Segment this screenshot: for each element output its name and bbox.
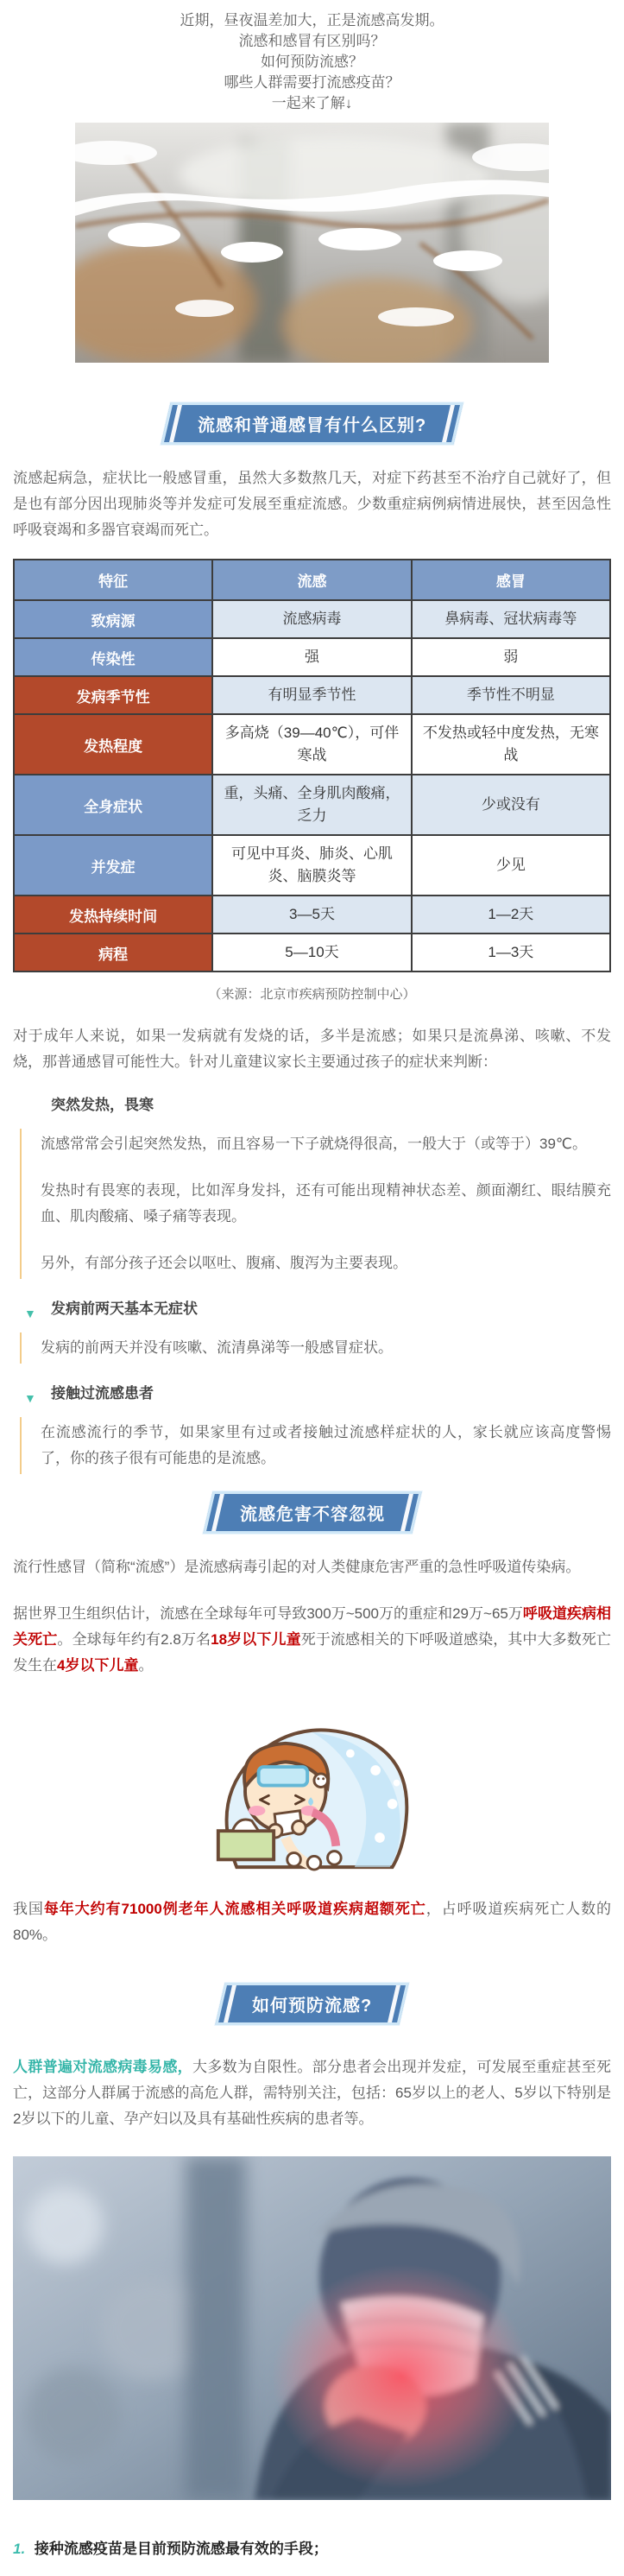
table-cell-label: 传染性 [14,638,212,676]
text-segment: 大多数为自限性。部分患者会出现并发症，可发展至重症甚至死亡，这部分人群属于流感的高危人群，需特别关注，包括：65岁以上的老人、5岁以下特别是2岁以下的儿童、孕产妇以及具有基础性疾病的患者等。 [13,2059,611,2127]
intro-line: 哪些人群需要打流感疫苗？ [224,74,400,91]
symptom-subheading-no-symptom [13,1298,611,1320]
table-header-row [14,560,610,600]
table-cell-label: 并发症 [14,835,212,896]
table-cell-label: 发热程度 [14,714,212,775]
intro-line: 如何预防流感？ [261,54,363,70]
table-row-systemic-symptoms [14,775,610,835]
triangle-marker-icon: ▼ [24,1391,36,1405]
table-row-fever-duration [14,896,610,934]
table-cell-flu: 流感病毒 [212,600,411,638]
table-cell-cold: 鼻病毒、冠状病毒等 [412,600,610,638]
quote-block-no-symptom [20,1332,611,1364]
table-cell-flu: 多高烧（39—40℃），可伴寒战 [212,714,411,775]
section-badge-difference [161,402,463,445]
subheading-label: 接触过流感患者 [51,1385,154,1402]
text-segment: 死于流感相关的下呼吸道感染，其中大多数死亡发生在 [13,1631,611,1674]
table-cell-flu: 3—5天 [212,896,411,934]
table-header-cold: 感冒 [412,560,610,600]
text-segment: 。全球每年约有2.8万名 [57,1631,211,1648]
text-segment: ，占呼吸道疾病死亡人数的80%。 [13,1901,612,1943]
table-cell-cold: 1—3天 [412,934,610,972]
text-segment: 每年大约有71000例老年人流感相关呼吸道疾病超额死亡 [43,1901,426,1917]
quote-paragraph: 发病的前两天并没有咳嗽、流清鼻涕等一般感冒症状。 [41,1339,393,1356]
text-segment: 1. [13,2541,26,2557]
text-segment: 我国 [13,1901,44,1917]
table-cell-label: 致病源 [14,600,212,638]
text-segment: 呼吸道疾病相关死亡 [13,1605,612,1648]
table-row-complications [14,835,610,896]
text-segment: 据世界卫生组织估计，流感在全球每年可导致300万~500万的重症和29万~65万 [13,1605,523,1622]
section-badge-prevention [215,1983,409,2025]
table-cell-cold: 1—2天 [412,896,610,934]
symptom-subheading-fever [13,1094,611,1117]
table-cell-cold: 不发热或轻中度发热，无寒战 [412,714,610,775]
paragraph-susceptible-groups [13,2054,611,2132]
quote-paragraph: 在流感流行的季节，如果家里有过或者接触过流感样症状的人，家长就应该高度警惕了，你的孩子很有可能患的是流感。 [41,1424,611,1466]
intro-block [0,0,624,114]
text-segment: 接种流感疫苗是目前预防流感最有效的手段； [30,2541,328,2557]
quote-paragraph: 发热时有畏寒的表现，比如浑身发抖，还有可能出现精神状态差、颜面潮红、眼结膜充血、肌肉酸痛、嗓子痛等表现。 [41,1182,611,1225]
text-segment: 。 [138,1657,154,1674]
flu-vs-cold-table [13,559,611,972]
table-row-pathogen [14,600,610,638]
quote-paragraph: 另外，有部分孩子还会以呕吐、腹痛、腹泻为主要表现。 [41,1255,407,1271]
table-cell-label: 全身症状 [14,775,212,835]
table-cell-flu: 5—10天 [212,934,411,972]
table-cell-flu: 有明显季节性 [212,676,411,714]
subheading-label: 发病前两天基本无症状 [51,1301,198,1317]
table-cell-label: 发病季节性 [14,676,212,714]
table-cell-flu: 强 [212,638,411,676]
section-badge-label: 流感和普通感冒有什么区别? [197,416,427,435]
table-row-contagiousness [14,638,610,676]
intro-line: 流感和感冒有区别吗？ [238,33,386,49]
text-segment: 4岁以下儿童 [57,1657,139,1674]
table-header-feature: 特征 [14,560,212,600]
symptom-subheading-contact [13,1383,611,1405]
table-cell-cold: 季节性不明显 [412,676,610,714]
paragraph-flu-onset: 流感起病急，症状比一般感冒重，虽然大多数熬几天，对症下药甚至不治疗自己就好了，但是也有部分因出现肺炎等并发症可发展至重症流感。少数重症病例病情进展快，甚至因急性呼吸衰竭和多器官衰竭而死亡。 [13,470,611,538]
hero-image-snow-branches [75,123,549,363]
text-segment: 人群普遍对流感病毒易感， [13,2059,192,2075]
table-row-seasonality [14,676,610,714]
section-badge-harm [203,1491,421,1534]
table-cell-cold: 少或没有 [412,775,610,835]
subheading-label: 突然发热，畏寒 [51,1097,154,1113]
triangle-marker-icon: ▼ [24,1307,36,1320]
table-cell-flu: 重，头痛、全身肌肉酸痛，乏力 [212,775,411,835]
sick-child-illustration [183,1703,442,1871]
table-cell-label: 发热持续时间 [14,896,212,934]
quote-block-fever [20,1129,611,1279]
prevention-tip-1 [13,2538,611,2560]
section-badge-label: 流感危害不容忽视 [239,1505,385,1524]
quote-paragraph: 流感常常会引起突然发热，而且容易一下子就烧得很高，一般大于（或等于）39℃。 [41,1136,587,1152]
table-row-course [14,934,610,972]
table-row-fever-degree [14,714,610,775]
table-header-flu: 流感 [212,560,411,600]
paragraph-china-statistics [13,1896,611,1948]
paragraph-flu-definition: 流行性感冒（简称“流感”）是流感病毒引起的对人类健康危害严重的急性呼吸道传染病。 [13,1559,581,1575]
paragraph-who-statistics [13,1601,611,1679]
table-source-caption: （来源：北京市疾病预防控制中心） [208,987,416,1002]
elderly-man-coughing-photo [13,2156,611,2500]
table-cell-label: 病程 [14,934,212,972]
text-segment: 18岁以下儿童 [211,1631,301,1648]
table-cell-flu: 可见中耳炎、肺炎、心肌炎、脑膜炎等 [212,835,411,896]
table-cell-cold: 弱 [412,638,610,676]
intro-line: 一起来了解↓ [271,95,353,111]
quote-block-contact [20,1417,611,1474]
section-badge-label: 如何预防流感? [251,1997,373,2016]
table-cell-cold: 少见 [412,835,610,896]
paragraph-adult-judgement: 对于成年人来说，如果一发病就有发烧的话，多半是流感；如果只是流鼻涕、咳嗽、不发烧，那普通感冒可能性大。针对儿童建议家长主要通过孩子的症状来判断： [13,1028,611,1070]
intro-line: 近期，昼夜温差加大，正是流感高发期。 [180,12,444,28]
